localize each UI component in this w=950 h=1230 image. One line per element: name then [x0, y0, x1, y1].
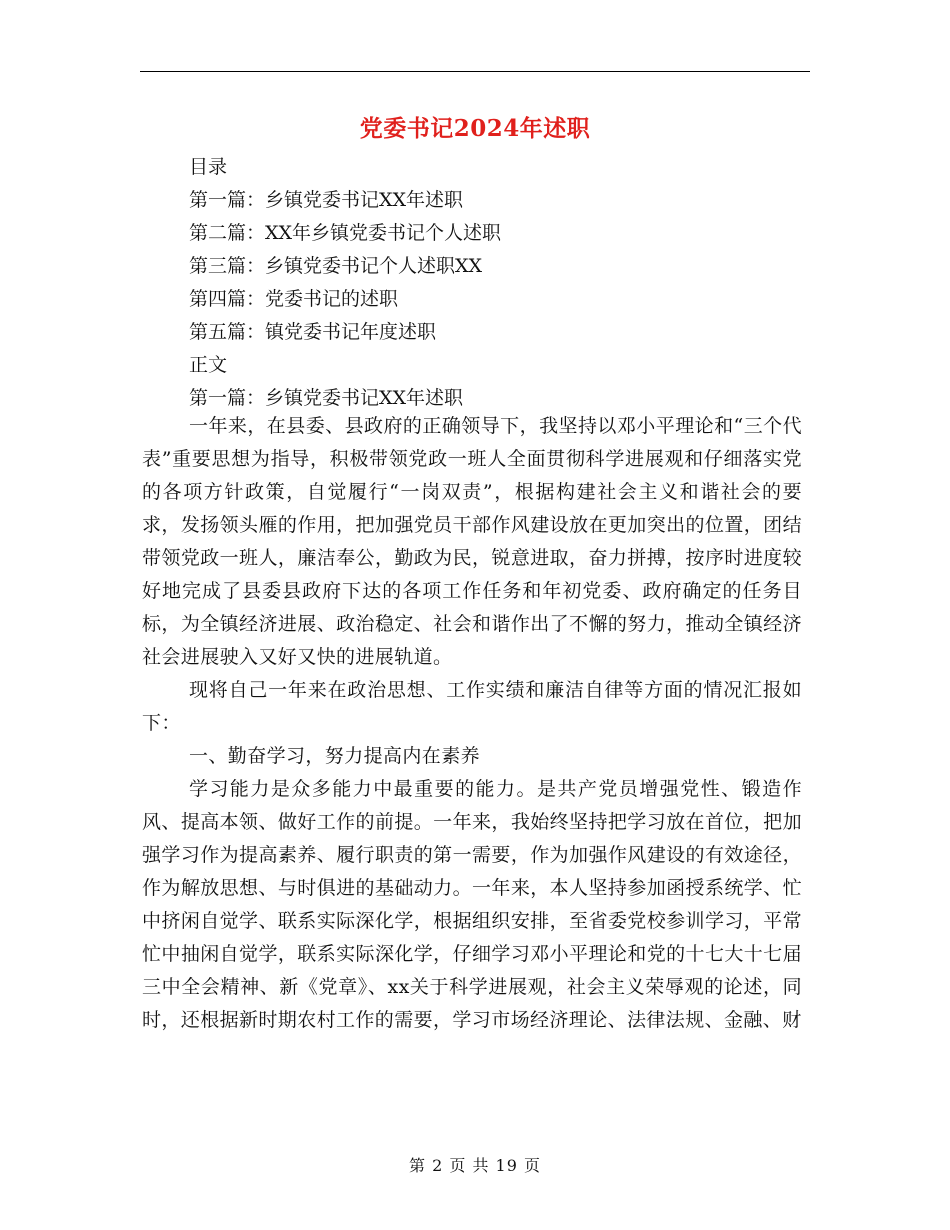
section-heading: 一、勤奋学习，努力提高内在素养: [189, 745, 481, 767]
toc-heading: 目录: [189, 156, 228, 178]
body-heading: 正文: [189, 354, 228, 376]
toc-item: 第二篇：XX年乡镇党委书记个人述职: [189, 222, 502, 244]
body-paragraph: 一年来，在县委、县政府的正确领导下，我坚持以邓小平理论和“三个代表”重要思想为指导，积极带领党政一班人全面贯彻科学进展观和仔细落实党的各项方针政策，自觉履行“一岗双责”，根据构建社会主义和谐社会的要求，发扬领头雁的作用，把加强党员干部作风建设放在更加突出的位置，团结带领党政一班人，廉洁奉公，勤政为民，锐意进取，奋力拼搏，按序时进度较好地完成了县委县政府下达的各项工作任务和年初党委、政府确定的任务目标，为全镇经济进展、政治稳定、社会和谐作出了不懈的努力，推动全镇经济社会进展驶入又好又快的进展轨道。: [142, 415, 802, 668]
document-body: [142, 410, 802, 1037]
page-number: 第 2 页 共 19 页: [409, 1156, 541, 1175]
table-of-contents: [189, 151, 829, 415]
header-rule: [140, 71, 810, 72]
chapter-title: 第一篇：乡镇党委书记XX年述职: [189, 387, 464, 409]
body-paragraph: 学习能力是众多能力中最重要的能力。是共产党员增强党性、锻造作风、提高本领、做好工作的前提。一年来，我始终坚持把学习放在首位，把加强学习作为提高素养、履行职责的第一需要，作为加强作风建设的有效途径，作为解放思想、与时俱进的基础动力。一年来，本人坚持参加函授系统学、忙中挤闲自觉学、联系实际深化学，根据组织安排，至省委党校参训学习，平常忙中抽闲自觉学，联系实际深化学，仔细学习邓小平理论和党的十七大十七届三中全会精神、新《党章》、xx关于科学进展观，社会主义荣辱观的论述，同时，还根据新时期农村工作的需要，学习市场经济理论、法律法规、金融、财: [142, 778, 802, 1031]
toc-item: 第五篇：镇党委书记年度述职: [189, 321, 437, 343]
toc-item: 第四篇：党委书记的述职: [189, 288, 399, 310]
document-title: 党委书记2024年述职: [359, 115, 591, 142]
toc-item: 第三篇：乡镇党委书记个人述职XX: [189, 255, 483, 277]
body-paragraph: 现将自己一年来在政治思想、工作实绩和廉洁自律等方面的情况汇报如下：: [142, 679, 802, 734]
toc-item: 第一篇：乡镇党委书记XX年述职: [189, 189, 464, 211]
